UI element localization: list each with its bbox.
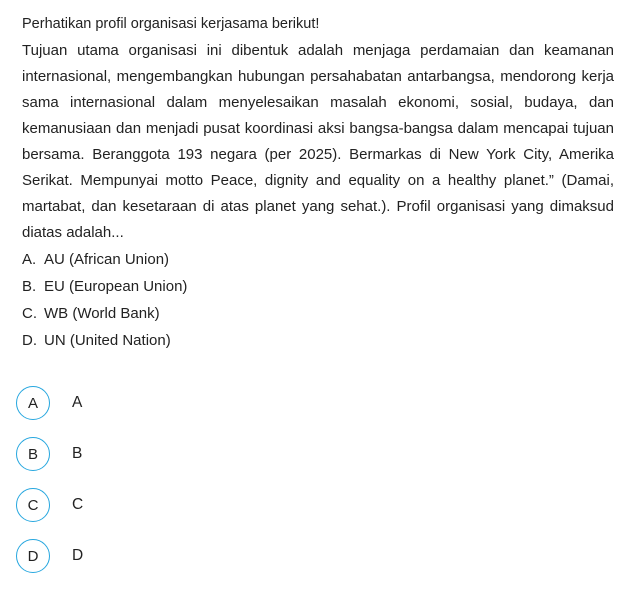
option-text: UN (United Nation)	[44, 332, 171, 349]
answer-label-b[interactable]: B	[72, 445, 83, 462]
answer-radio-a[interactable]: A	[16, 386, 50, 420]
option-item-c	[22, 300, 614, 327]
option-letter: C.	[22, 305, 37, 322]
option-list	[22, 246, 614, 354]
answer-label-d[interactable]: D	[72, 547, 84, 564]
answer-choice-d[interactable]	[16, 536, 83, 576]
option-item-b	[22, 273, 614, 300]
answer-radio-c[interactable]: C	[16, 488, 50, 522]
option-item-d	[22, 327, 614, 354]
option-letter: D.	[22, 332, 37, 349]
answer-radio-d[interactable]: D	[16, 539, 50, 573]
option-letter: A.	[22, 251, 37, 268]
question-block	[22, 12, 614, 354]
answer-choice-a[interactable]	[16, 383, 83, 423]
question-body: Tujuan utama organisasi ini dibentuk adalah menjaga perdamaian dan keamanan internasional, mengembangkan hubungan persahabatan antarbangsa, mendorong kerja sama internasional dalam menyelesaikan masalah ekonomi, sosial, budaya, dan kemanusiaan dan menjadi pusat koordinasi aksi bangsa-bangsa dalam mencapai tujuan bersama. Beranggota 193 negara (per 2025). Bermarkas di New York City, Amerika Serikat. Mempunyai motto Peace, dignity and equality on a healthy planet.” (Damai, martabat, dan kesetaraan di atas planet yang sehat.). Profil organisasi yang dimaksud diatas adalah...	[22, 42, 614, 241]
question-intro: Perhatikan profil organisasi kerjasama berikut!	[22, 16, 320, 32]
answer-label-a[interactable]: A	[72, 394, 83, 411]
answer-radio-b[interactable]: B	[16, 437, 50, 471]
option-letter: B.	[22, 278, 37, 295]
option-text: EU (European Union)	[44, 278, 188, 295]
option-item-a	[22, 246, 614, 273]
answer-choice-b[interactable]	[16, 434, 83, 474]
answer-label-c[interactable]: C	[72, 496, 84, 513]
answer-choice-c[interactable]	[16, 485, 83, 525]
option-text: AU (African Union)	[44, 251, 170, 268]
answer-choices	[16, 383, 83, 587]
option-text: WB (World Bank)	[44, 305, 160, 322]
